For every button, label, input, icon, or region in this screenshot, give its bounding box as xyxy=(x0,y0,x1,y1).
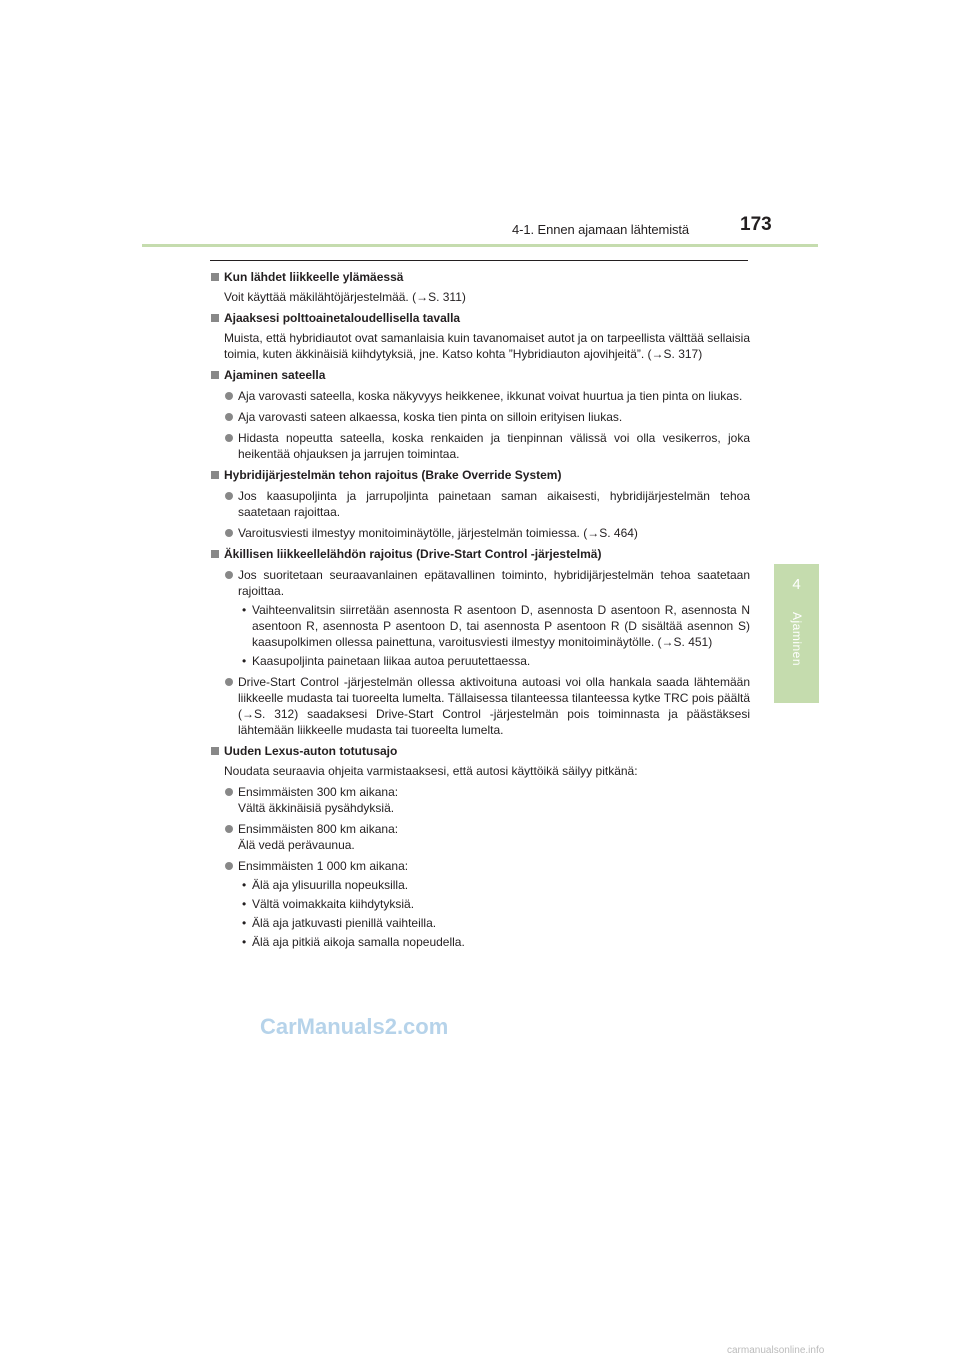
section-heading: Ajaminen sateella xyxy=(210,367,750,383)
sub-item: • Älä aja jatkuvasti pienillä vaihteilla. xyxy=(210,915,750,931)
section-heading: Ajaaksesi polttoainetaloudellisella tavalla xyxy=(210,310,750,326)
header-rule xyxy=(142,244,818,247)
sub-item: • Kaasupoljinta painetaan liikaa autoa peruutettaessa. xyxy=(210,653,750,669)
chapter-tab xyxy=(774,564,819,703)
section-heading: Kun lähdet liikkeelle ylämäessä xyxy=(210,269,750,285)
bullet-item: Drive-Start Control -järjestelmän ollessa aktivoituna autoasi voi olla hankala saada lähtemään liikkeelle mudasta tai tuoreelta lumelta. Tällaisessa tilanteessa tilanteessa kytke TRC pois päältä (→S. 312) saadaksesi Drive-Start Control -järjestelmän pois toiminnasta ja päästäksesi lähtemään liikkeelle mudasta tai tuoreelta lumelta. xyxy=(210,674,750,738)
section-title: 4-1. Ennen ajamaan lähtemistä xyxy=(512,222,690,237)
bullet-item: Ensimmäisten 300 km aikana: Vältä äkkinäisiä pysähdyksiä. xyxy=(210,784,750,816)
section-text: Muista, että hybridiautot ovat samanlaisia kuin tavanomaiset autot ja on tarpeellista välttää sellaisia toimia, kuten äkkinäisiä kiihdytyksiä, jne. Katso kohta ”Hybridiauton ajovihjeitä”. (→S. 317) xyxy=(224,331,750,361)
section-heading: Äkillisen liikkeellelähdön rajoitus (Drive-Start Control -järjestelmä) xyxy=(210,546,750,562)
bullet-item: Varoitusviesti ilmestyy monitoiminäytölle, järjestelmän toimiessa. (→S. 464) xyxy=(210,525,750,541)
bullet-item: Ensimmäisten 1 000 km aikana: xyxy=(210,858,750,874)
section-text: Voit käyttää mäkilähtöjärjestelmää. (→S. 311) xyxy=(224,290,466,304)
bullet-item: Aja varovasti sateella, koska näkyvyys heikkenee, ikkunat voivat huurtua ja tien pinta on liukas. xyxy=(210,388,750,404)
watermark: CarManuals2.com xyxy=(260,1014,449,1039)
bullet-item: Jos suoritetaan seuraavanlainen epätavallinen toiminto, hybridijärjestelmän tehoa saatetaan rajoittaa. xyxy=(210,567,750,599)
sub-item: • Vaihteenvalitsin siirretään asennosta R asentoon D, asennosta D asentoon R, asennosta N asentoon R, asennosta P asentoon D, tai asennosta P asentoon R (D sisältää asennon S) kaasupolkimen ollessa painettuna, varoitusviesti ilmestyy monitoiminäytölle. (→S. 451) xyxy=(210,602,750,650)
chapter-number: 4 xyxy=(792,576,801,593)
footer-watermark: carmanualsonline.info xyxy=(727,1345,825,1356)
sub-item: • Vältä voimakkaita kiihdytyksiä. xyxy=(210,896,750,912)
bullet-item: Jos kaasupoljinta ja jarrupoljinta painetaan saman aikaisesti, hybridijärjestelmän tehoa saatetaan rajoittaa. xyxy=(210,488,750,520)
page-number: 173 xyxy=(740,214,772,235)
bullet-item: Aja varovasti sateen alkaessa, koska tien pinta on silloin erityisen liukas. xyxy=(210,409,750,425)
sub-item: • Älä aja ylisuurilla nopeuksilla. xyxy=(210,877,750,893)
bullet-item: Hidasta nopeutta sateella, koska renkaiden ja tienpinnan välissä voi olla vesikerros, joka heikentää ohjauksen ja jarrujen toimintaa. xyxy=(210,430,750,462)
content xyxy=(210,269,750,950)
sub-item: • Älä aja pitkiä aikoja samalla nopeudella. xyxy=(210,934,750,950)
bullet-item: Ensimmäisten 800 km aikana: Älä vedä perävaunua. xyxy=(210,821,750,853)
chapter-name: Ajaminen xyxy=(790,612,804,667)
section-text: Noudata seuraavia ohjeita varmistaaksesi, että autosi käyttöikä säilyy pitkänä: xyxy=(224,764,638,778)
section-heading: Hybridijärjestelmän tehon rajoitus (Brake Override System) xyxy=(210,467,750,483)
content-rule xyxy=(210,260,748,261)
section-heading: Uuden Lexus-auton totutusajo xyxy=(210,743,750,759)
